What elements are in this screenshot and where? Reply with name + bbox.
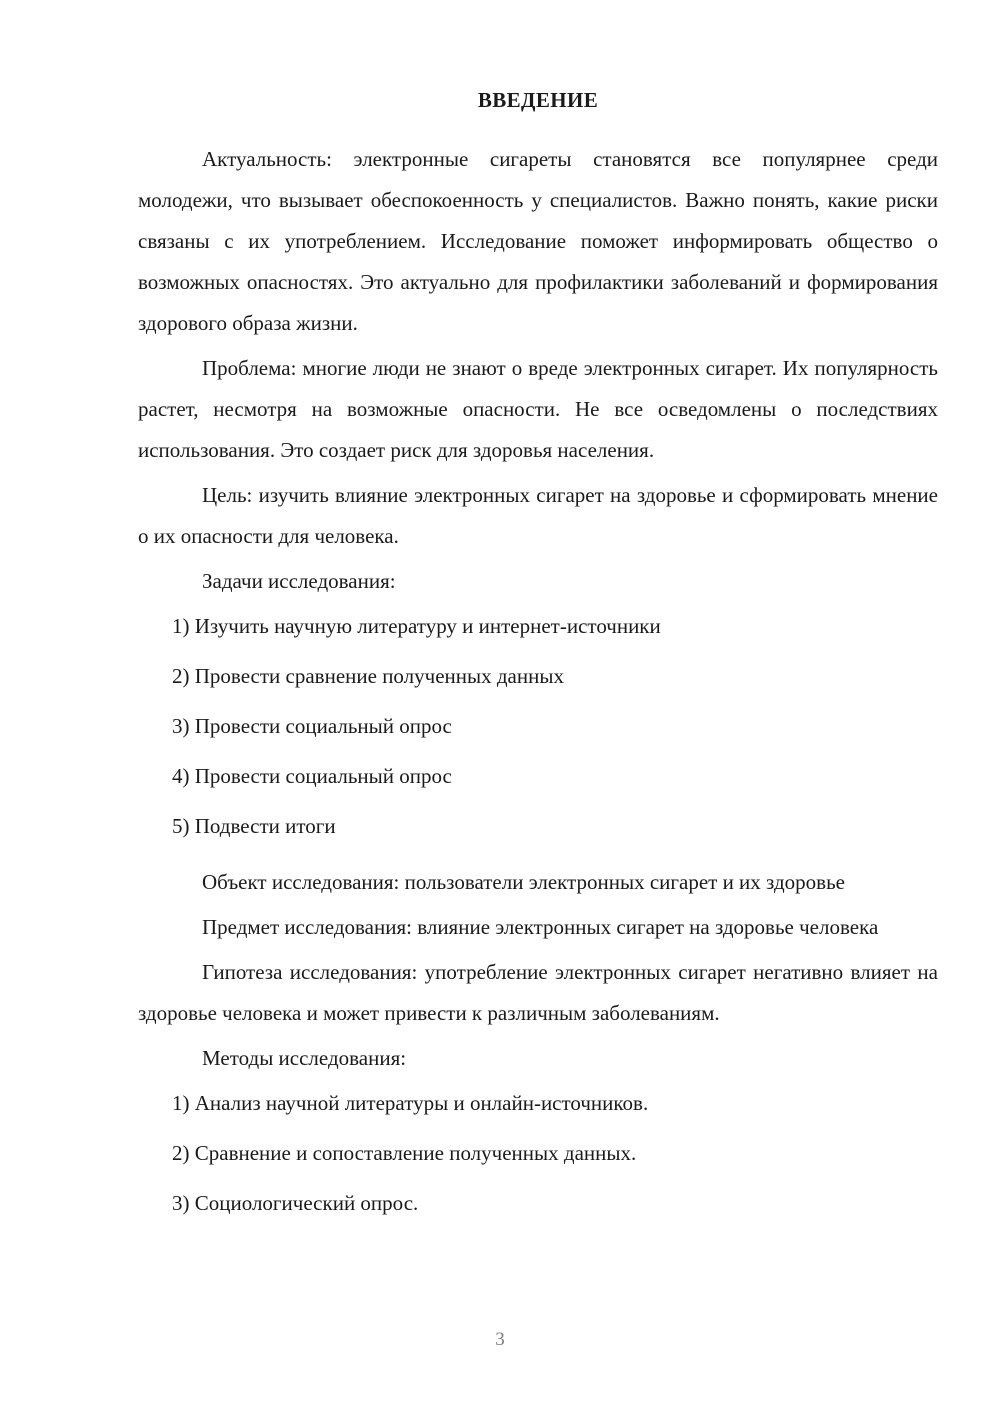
page-number: 3 (495, 1329, 505, 1350)
list-item: 3) Провести социальный опрос (172, 714, 452, 739)
paragraph-goal: Цель: изучить влияние электронных сигарет на здоровье и сформировать мнение о их опасности для человека. (138, 483, 938, 549)
document-body (138, 88, 938, 1233)
paragraph-problem: Проблема: многие люди не знают о вреде электронных сигарет. Их популярность растет, несмотря на возможные опасности. Не все осведомлены о последствиях использования. Это создает риск для здоровья населения. (138, 356, 938, 463)
paragraph-relevance: Актуальность: электронные сигареты становятся все популярнее среди молодежи, что вызывает обеспокоенность у специалистов. Важно понять, какие риски связаны с их употреблением. Исследование поможет информировать общество о возможных опасностях. Это актуально для профилактики заболеваний и формирования здорового образа жизни. (138, 147, 938, 336)
list-item: 1) Изучить научную литературу и интернет-источники (172, 614, 661, 639)
paragraph-hypothesis: Гипотеза исследования: употребление электронных сигарет негативно влияет на здоровье человека и может привести к различным заболеваниям. (138, 960, 938, 1026)
paragraph-object: Объект исследования: пользователи электронных сигарет и их здоровье (202, 870, 845, 895)
paragraph-subject: Предмет исследования: влияние электронных сигарет на здоровье человека (202, 915, 879, 940)
methods-list (138, 1083, 938, 1224)
tasks-list (138, 606, 938, 847)
tasks-label: Задачи исследования: (202, 569, 396, 594)
list-item: 2) Сравнение и сопоставление полученных данных. (172, 1141, 637, 1166)
list-item: 4) Провести социальный опрос (172, 764, 452, 789)
list-item: 1) Анализ научной литературы и онлайн-источников. (172, 1091, 649, 1116)
list-item: 3) Социологический опрос. (172, 1191, 419, 1216)
methods-label: Методы исследования: (202, 1046, 407, 1071)
page-title: ВВЕДЕНИЕ (477, 88, 599, 112)
list-item: 5) Подвести итоги (172, 814, 336, 839)
list-item: 2) Провести сравнение полученных данных (172, 664, 564, 689)
